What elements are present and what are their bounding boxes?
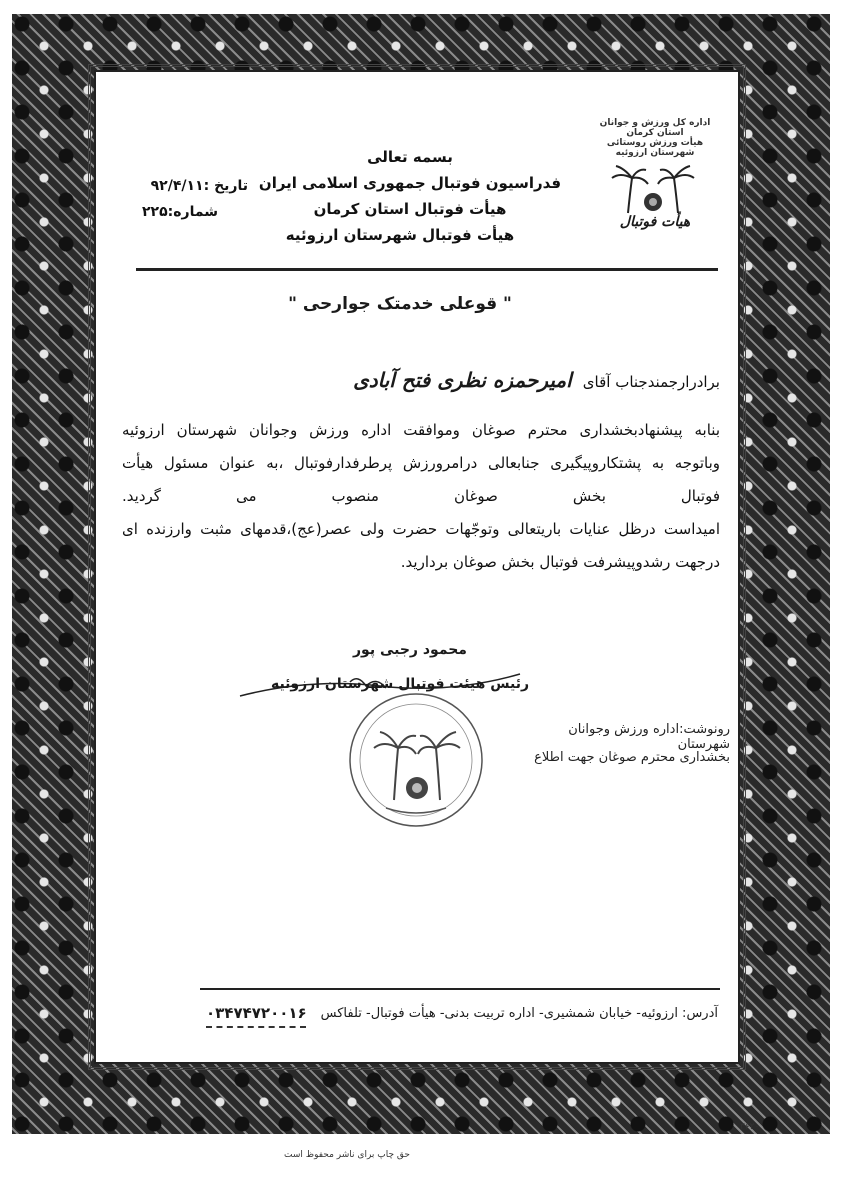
- footer-address: آدرس: ارزوئیه- خیابان شمشیری- اداره تربیت بدنی- هیأت فوتبال- تلفاکس: [320, 1006, 718, 1021]
- football-board-logo: [590, 118, 720, 228]
- logo-caption-1: اداره کل ورزش و جوانان استان کرمان: [599, 118, 711, 138]
- logo-script: هیأت فوتبال: [619, 214, 691, 230]
- footer-phone: ۰۳۴۷۴۷۲۰۰۱۶: [206, 1004, 307, 1022]
- signatory-name: محمود رجبی پور: [353, 642, 467, 658]
- form-code: ۳۶۲۰: [740, 1122, 760, 1132]
- body-line-4: امیداست درظل عنایات باریتعالی وتوجّهات حضرت ولی عصر(عج)،قدمهای مثبت وارزنده ای: [122, 520, 720, 538]
- header-city-board: هیأت فوتبال شهرستان ارزوئیه: [285, 226, 515, 244]
- header-basmala: بسمه تعالی: [367, 148, 453, 166]
- footer-divider: [200, 988, 720, 990]
- body-line-5: درجهت رشدوپیشرفت فوتبال بخش صوغان بردارید.: [400, 553, 720, 571]
- salutation-prefix: برادرارجمندجناب آقای: [582, 373, 720, 391]
- letter-title: " قوعلی خدمتک جوارحی ": [288, 294, 512, 314]
- phone-underline: [206, 1026, 306, 1028]
- official-seal-stamp: [346, 690, 486, 830]
- body-line-3: فوتبال بخش صوغان منصوب می گردید.: [122, 487, 720, 505]
- logo-caption-2: هیأت ورزش روستائی شهرستان ارزوئیه: [606, 138, 704, 158]
- header-divider: [136, 268, 718, 271]
- copyright-note: حق چاپ برای ناشر محفوظ است: [284, 1150, 410, 1160]
- signatory-role: رئیس هیئت فوتبال شهرستان ارزوئیه: [270, 676, 530, 692]
- letter-number: شماره:۲۲۵: [142, 204, 218, 220]
- cc-line-2: بخشداری محترم صوغان جهت اطلاع: [534, 750, 730, 765]
- body-line-2: وباتوجه به پشتکاروپیگیری جنابعالی درامرورزش پرطرفدارفوتبال ،به عنوان مسئول هیأت: [122, 454, 720, 472]
- header-province-board: هیأت فوتبال استان کرمان: [313, 200, 507, 218]
- header-federation: فدراسیون فوتبال جمهوری اسلامی ایران: [258, 174, 562, 192]
- body-line-1: بنابه پیشنهادبخشداری محترم صوغان وموافقت اداره ورزش وجوانان شهرستان ارزوئیه: [122, 421, 720, 439]
- recipient-name: امیرحمزه نظری فتح آبادی: [353, 368, 572, 392]
- palm-trees-ball-icon: [590, 158, 720, 218]
- salutation: [353, 366, 720, 399]
- letter-date: تاریخ :۹۲/۴/۱۱: [150, 178, 248, 194]
- cc-line-1: رونوشت:اداره ورزش وجوانان شهرستان: [568, 722, 730, 752]
